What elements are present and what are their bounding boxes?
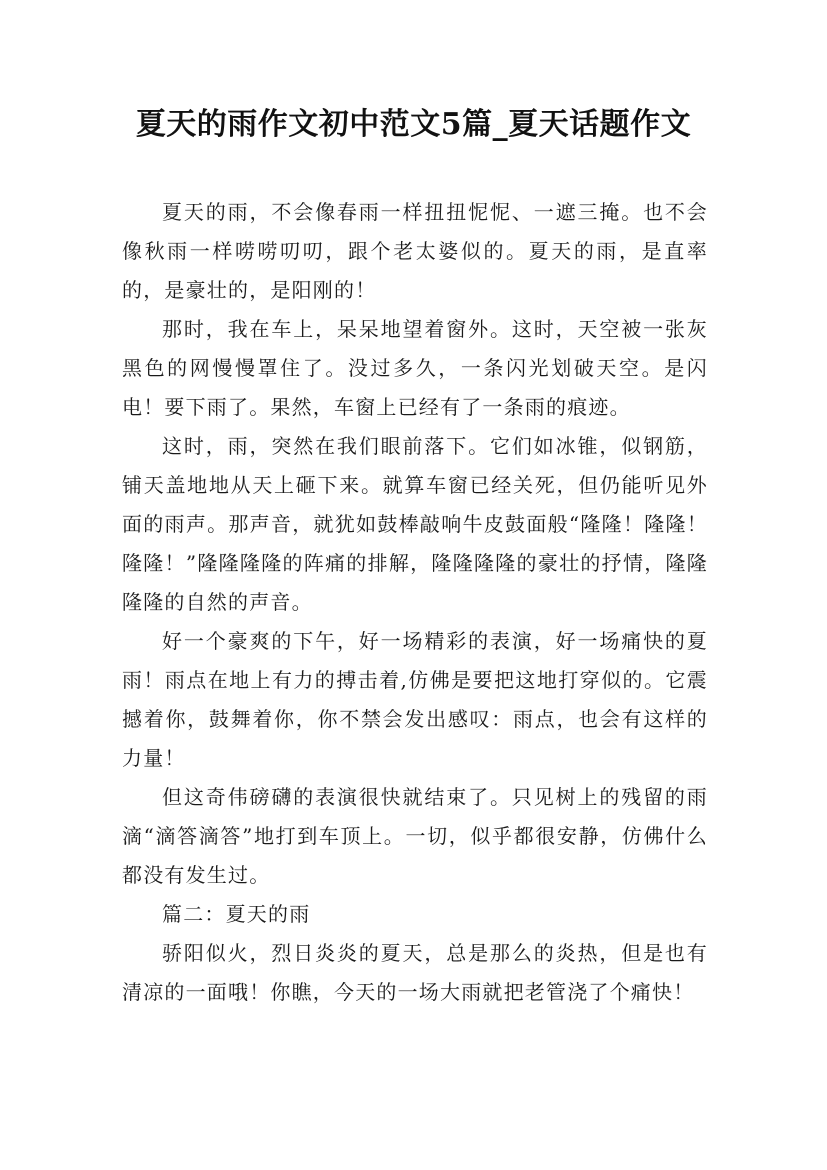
paragraph-4: 好一个豪爽的下午，好一场精彩的表演，好一场痛快的夏雨！雨点在地上有力的搏击着,仿佛是要把这地打穿似的。它震撼着你，鼓舞着你，你不禁会发出感叹：雨点，也会有这样的力量！ bbox=[122, 629, 708, 770]
section-heading: 篇二：夏天的雨 bbox=[162, 902, 311, 926]
paragraph-2: 那时，我在车上，呆呆地望着窗外。这时，天空被一张灰黑色的网慢慢罩住了。没过多久，一条闪光划破天空。是闪电！要下雨了。果然，车窗上已经有了一条雨的痕迹。 bbox=[122, 317, 708, 419]
document-body bbox=[122, 193, 708, 1012]
paragraph-3: 这时，雨，突然在我们眼前落下。它们如冰锥，似钢筋，铺天盖地地从天上砸下来。就算车窗已经关死，但仍能听见外面的雨声。那声音，就犹如鼓棒敲响牛皮鼓面般“隆隆！隆隆！隆隆！”隆隆隆隆的阵痛的排解，隆隆隆隆的豪壮的抒情，隆隆隆隆的自然的声音。 bbox=[122, 434, 708, 614]
paragraph-5: 但这奇伟磅礴的表演很快就结束了。只见树上的残留的雨滴“滴答滴答”地打到车顶上。一切，似乎都很安静，仿佛什么都没有发生过。 bbox=[122, 785, 708, 887]
section-paragraph-1: 骄阳似火，烈日炎炎的夏天，总是那么的炎热，但是也有清凉的一面哦！你瞧，今天的一场大雨就把老管浇了个痛快！ bbox=[122, 941, 708, 1004]
document-title: 夏天的雨作文初中范文5篇_夏天话题作文 bbox=[135, 107, 692, 142]
paragraph-1: 夏天的雨，不会像春雨一样扭扭怩怩、一遮三掩。也不会像秋雨一样唠唠叨叨，跟个老太婆似的。夏天的雨，是直率的，是豪壮的，是阳刚的！ bbox=[122, 200, 708, 302]
